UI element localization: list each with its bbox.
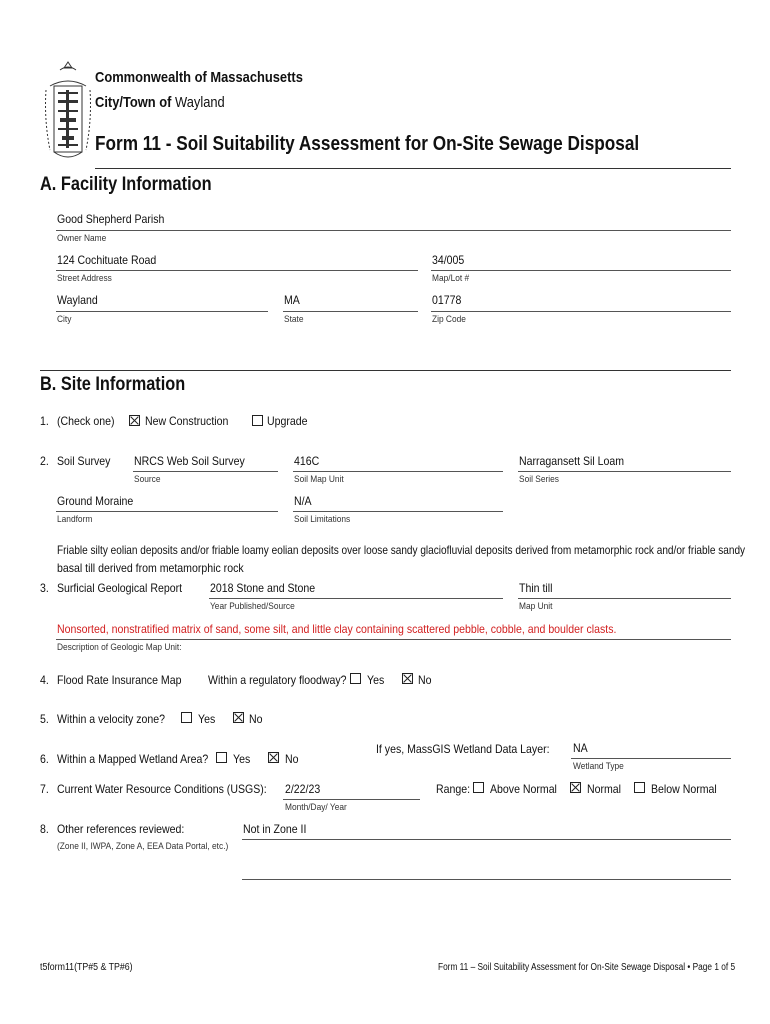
q6-label: Within a Mapped Wetland Area?: [57, 752, 209, 766]
new-construction-label: New Construction: [145, 414, 229, 428]
upgrade-checkbox[interactable]: [252, 415, 263, 426]
above-normal-label: Above Normal: [490, 782, 557, 796]
massachusetts-seal-icon: [42, 60, 94, 164]
soil-source-value[interactable]: NRCS Web Soil Survey: [134, 454, 245, 468]
wetland-no-checkbox[interactable]: [268, 752, 279, 763]
soil-series-value[interactable]: Narragansett Sil Loam: [519, 454, 625, 468]
geology-description-line1: Friable silty eolian deposits and/or friable loamy eolian deposits over loose sandy glaciofluvial deposits derived from metamorphic rock and/or friable sandy: [57, 543, 746, 557]
velocity-yes-label: Yes: [198, 712, 216, 726]
q5-label: Within a velocity zone?: [57, 712, 166, 726]
soil-map-unit-label: Soil Map Unit: [294, 474, 344, 485]
above-normal-checkbox[interactable]: [473, 782, 484, 793]
q7-label: Current Water Resource Conditions (USGS):: [57, 782, 267, 796]
velocity-yes-checkbox[interactable]: [181, 712, 192, 723]
street-address-value[interactable]: 124 Cochituate Road: [57, 253, 157, 267]
usgs-date-value[interactable]: 2/22/23: [285, 782, 321, 796]
floodway-yes-label: Yes: [367, 673, 385, 687]
map-lot-label: Map/Lot #: [432, 273, 470, 284]
landform-value[interactable]: Ground Moraine: [57, 494, 134, 508]
year-source-value[interactable]: 2018 Stone and Stone: [210, 581, 316, 595]
new-construction-checkbox[interactable]: [129, 415, 140, 426]
q3-label: Surficial Geological Report: [57, 581, 183, 595]
soil-source-label: Source: [134, 474, 161, 485]
other-references-value[interactable]: Not in Zone II: [243, 822, 307, 836]
state-label: State: [284, 314, 304, 325]
wetland-layer-label: If yes, MassGIS Wetland Data Layer:: [376, 742, 550, 756]
below-normal-checkbox[interactable]: [634, 782, 645, 793]
soil-limitations-value[interactable]: N/A: [294, 494, 312, 508]
q8-number: 8.: [40, 822, 49, 836]
landform-label: Landform: [57, 514, 93, 525]
geo-map-unit-label: Map Unit: [519, 601, 553, 612]
wetland-type-label: Wetland Type: [573, 761, 624, 772]
org-name: Commonwealth of Massachusetts: [95, 69, 303, 86]
owner-name-label: Owner Name: [57, 233, 107, 244]
street-address-label: Street Address: [57, 273, 112, 284]
below-normal-label: Below Normal: [651, 782, 717, 796]
town-prefix: City/Town of: [95, 94, 172, 111]
footer-page-info: Form 11 – Soil Suitability Assessment for On-Site Sewage Disposal • Page 1 of 5: [438, 962, 736, 973]
year-source-label: Year Published/Source: [210, 601, 295, 612]
velocity-no-label: No: [249, 712, 263, 726]
wetland-type-value[interactable]: NA: [573, 741, 588, 755]
velocity-no-checkbox[interactable]: [233, 712, 244, 723]
title-rule: [95, 168, 731, 169]
range-label: Range:: [436, 782, 471, 796]
form-title: Form 11 - Soil Suitability Assessment for On-Site Sewage Disposal: [95, 133, 640, 155]
geo-map-unit-value[interactable]: Thin till: [519, 581, 553, 595]
section-b-rule: [40, 370, 731, 371]
wetland-no-label: No: [285, 752, 299, 766]
soil-limitations-label: Soil Limitations: [294, 514, 351, 525]
upgrade-label: Upgrade: [267, 414, 308, 428]
usgs-date-label: Month/Day/ Year: [285, 802, 347, 813]
q1-number: 1.: [40, 414, 49, 428]
q6-number: 6.: [40, 752, 49, 766]
q3-number: 3.: [40, 581, 49, 595]
q4-number: 4.: [40, 673, 49, 687]
zip-value[interactable]: 01778: [432, 293, 462, 307]
geologic-description-label: Description of Geologic Map Unit:: [57, 642, 182, 653]
floodway-no-checkbox[interactable]: [402, 673, 413, 684]
wetland-yes-label: Yes: [233, 752, 251, 766]
q7-number: 7.: [40, 782, 49, 796]
normal-checkbox[interactable]: [570, 782, 581, 793]
q1-label: (Check one): [57, 414, 115, 428]
q2-number: 2.: [40, 454, 49, 468]
q5-number: 5.: [40, 712, 49, 726]
floodway-no-label: No: [418, 673, 432, 687]
floodway-yes-checkbox[interactable]: [350, 673, 361, 684]
soil-series-label: Soil Series: [519, 474, 559, 485]
q8-sub-label: (Zone II, IWPA, Zone A, EEA Data Portal, etc.): [57, 841, 229, 852]
section-a-title: A. Facility Information: [40, 174, 212, 195]
owner-name-value[interactable]: Good Shepherd Parish: [57, 212, 165, 226]
q4-label: Flood Rate Insurance Map: [57, 673, 182, 687]
footer-form-id: t5form11(TP#5 & TP#6): [40, 962, 133, 973]
geology-description-line2: basal till derived from metamorphic rock: [57, 561, 244, 575]
city-label: City: [57, 314, 72, 325]
map-lot-value[interactable]: 34/005: [432, 253, 465, 267]
town-name: Wayland: [175, 94, 225, 111]
town-line: [95, 94, 225, 111]
zip-label: Zip Code: [432, 314, 466, 325]
geologic-description-value[interactable]: Nonsorted, nonstratified matrix of sand, some silt, and little clay containing scattered pebble, cobble, and boulder clasts.: [57, 622, 617, 636]
soil-map-unit-value[interactable]: 416C: [294, 454, 320, 468]
section-b-title: B. Site Information: [40, 374, 186, 395]
state-value[interactable]: MA: [284, 293, 300, 307]
q8-label: Other references reviewed:: [57, 822, 185, 836]
normal-label: Normal: [587, 782, 622, 796]
q2-label: Soil Survey: [57, 454, 111, 468]
floodway-question: Within a regulatory floodway?: [208, 673, 347, 687]
city-value[interactable]: Wayland: [57, 293, 98, 307]
wetland-yes-checkbox[interactable]: [216, 752, 227, 763]
